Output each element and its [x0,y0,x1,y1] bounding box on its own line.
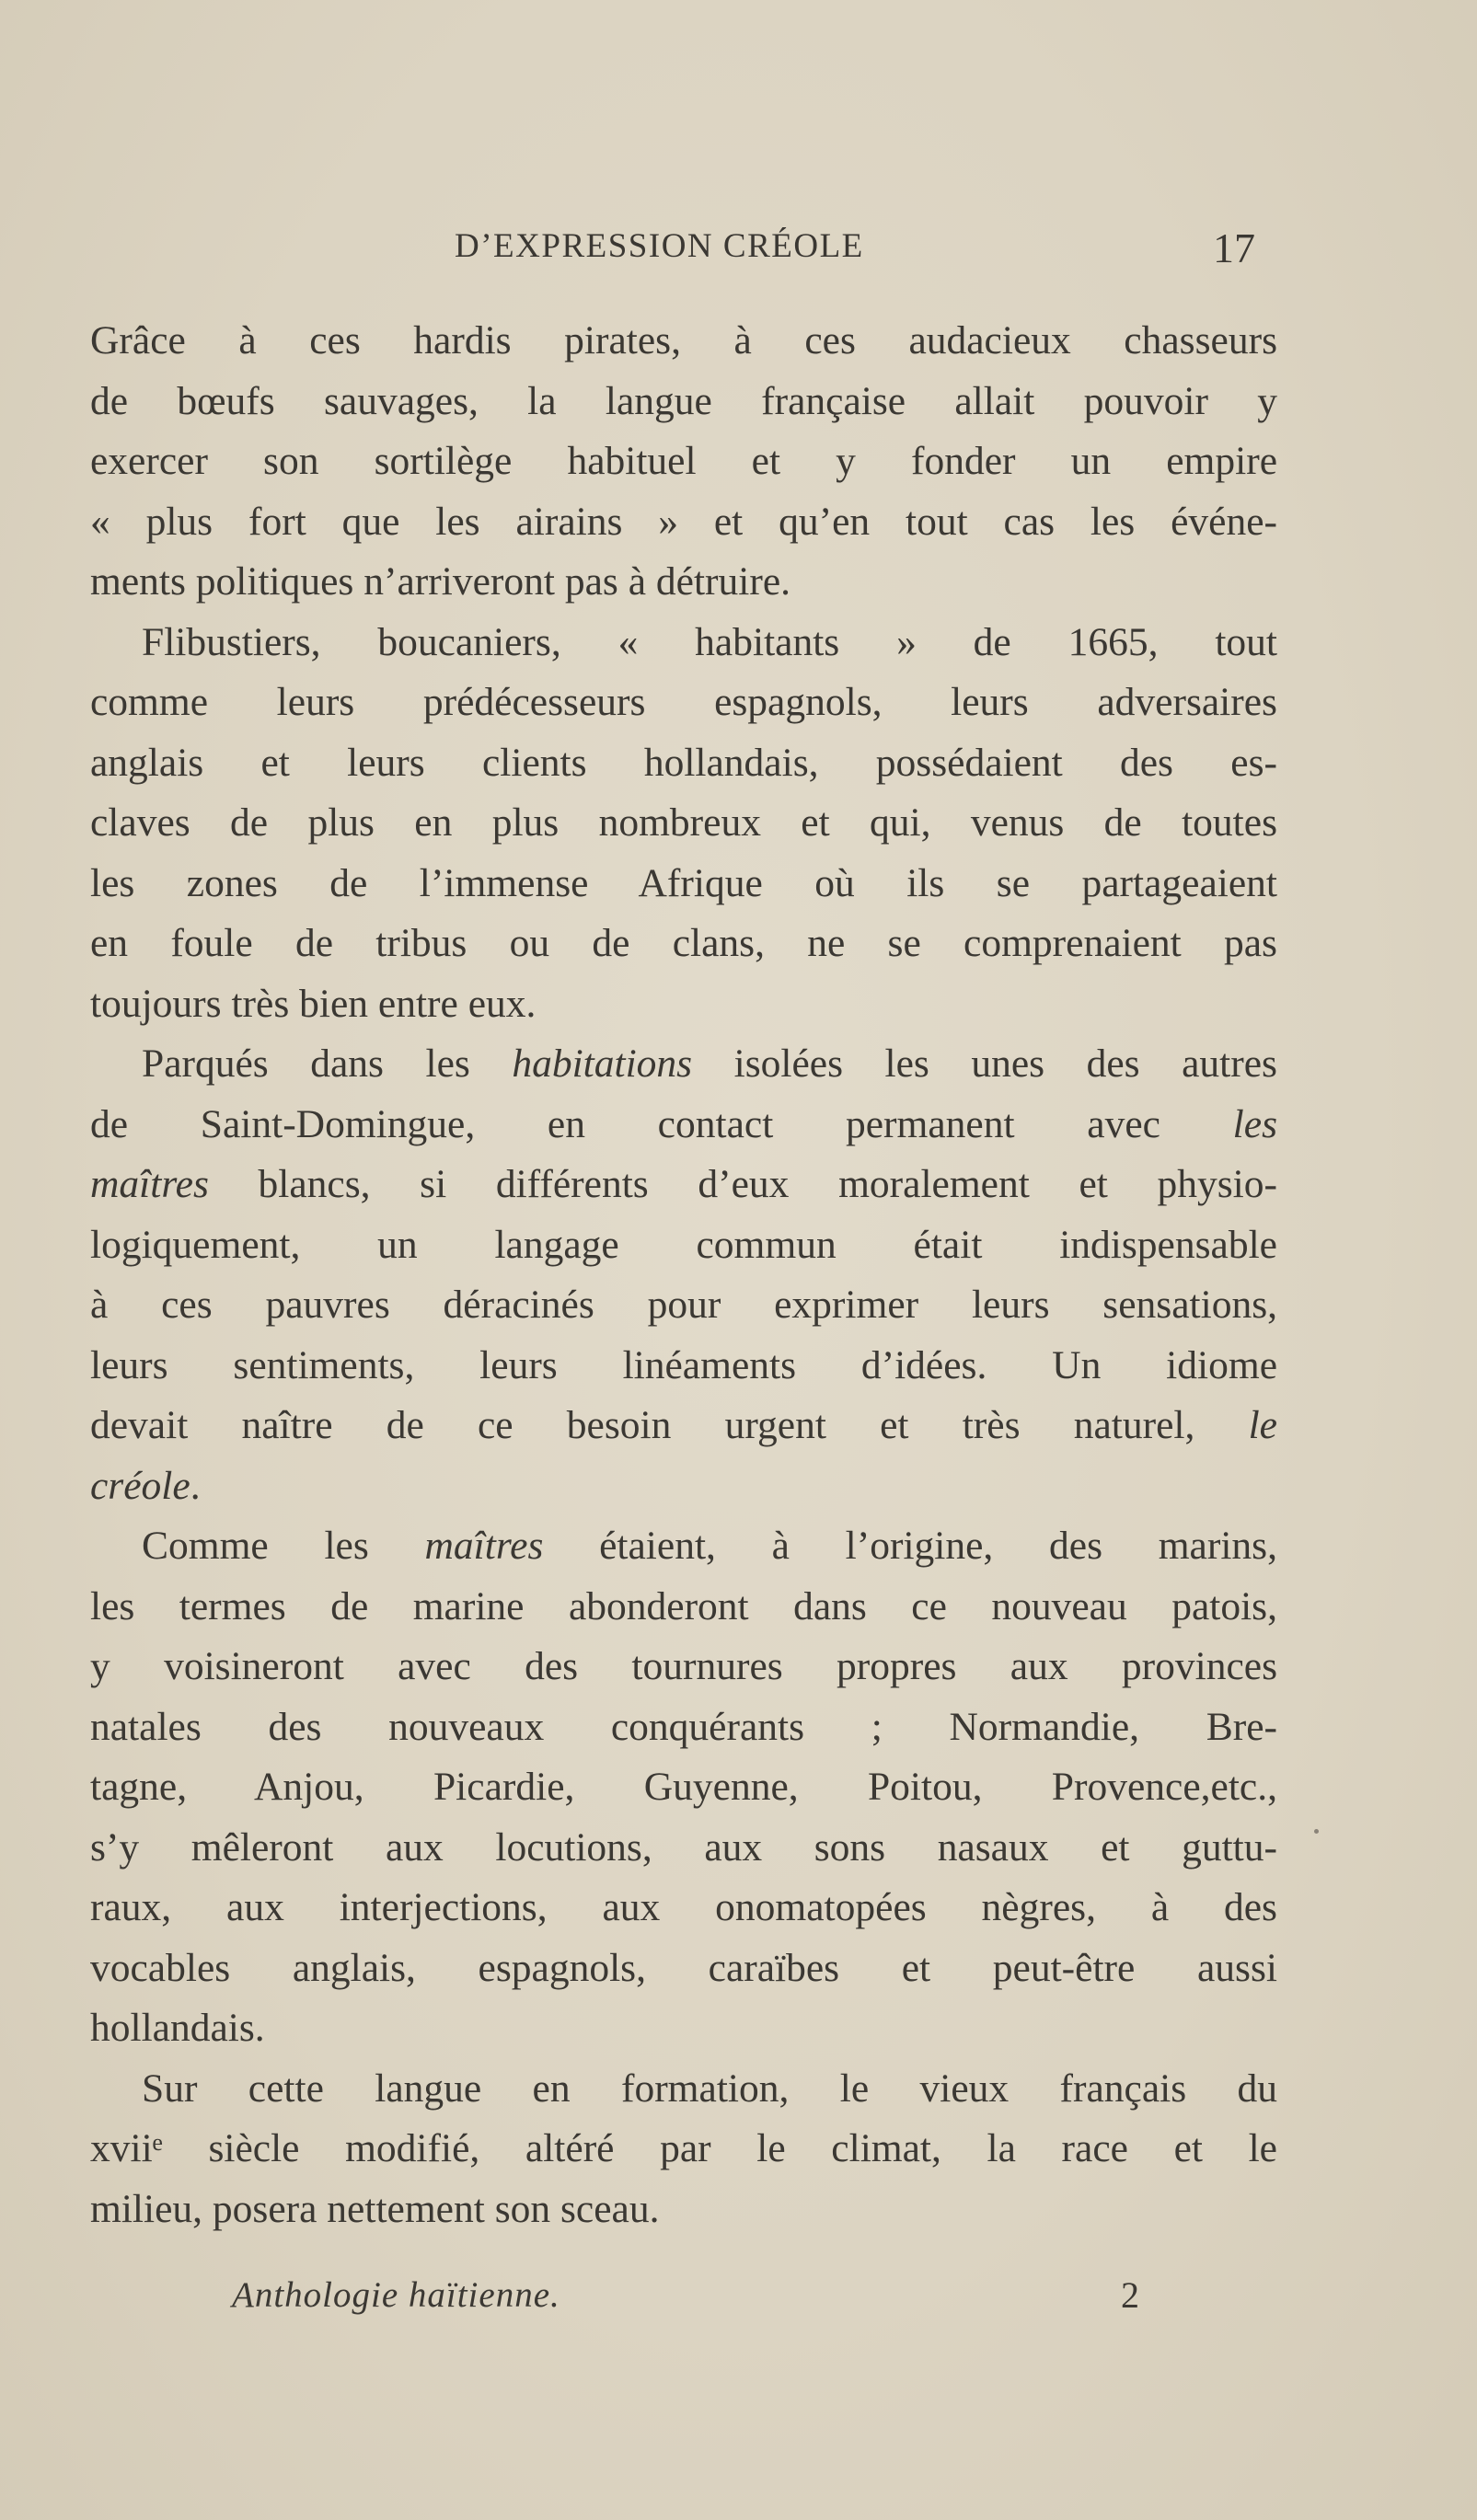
line-text: s’y mêleront aux locutions, aux sons nasaux et guttu- [90,1824,1277,1870]
line-text: milieu, posera nettement son sceau. [90,2186,660,2231]
text-line [90,2180,1277,2240]
line-text: raux, aux interjections, aux onomatopées nègres, à des [90,1885,1277,1929]
line-text: natales des nouveaux conquérants ; Normandie, Bre- [90,1704,1277,1749]
text-line [90,1456,1277,1517]
line-text: leurs sentiments, leurs linéaments d’idées. Un idiome [90,1342,1277,1387]
line-text: les termes de marine abonderont dans ce nouveau patois, [90,1583,1277,1628]
line-text: Sur cette langue en formation, le vieux français du [142,2065,1277,2111]
text-line [90,1998,1277,2059]
line-text: hollandais. [90,2006,265,2050]
line-text: vocables anglais, espagnols, caraïbes et peut-être aussi [90,1945,1277,1990]
text-line [90,673,1277,733]
line-text: xviiᵉ siècle modifié, altéré par le climat, la race et le [90,2126,1277,2170]
line-text: ments politiques n’arriveront pas à détruire. [90,559,791,604]
text-line [90,1637,1277,1697]
line-text: en foule de tribus ou de clans, ne se comprenaient pas [90,921,1277,965]
running-title: D’EXPRESSION CRÉOLE [455,227,864,265]
line-italic-text: habitations [512,1041,693,1086]
text-line [90,1516,1277,1577]
line-text: devait naître de ce besoin urgent et très naturel, [90,1403,1249,1447]
text-line [90,432,1277,492]
body-text [90,311,1277,2239]
text-line [90,552,1277,613]
line-text: logiquement, un langage commun était indispensable [90,1222,1277,1267]
line-text: à ces pauvres déracinés pour exprimer leurs sensations, [90,1283,1277,1327]
line-italic-text: créole [90,1463,190,1508]
text-line [90,1095,1277,1156]
page-number: 17 [1213,224,1255,271]
line-text-after: . [190,1463,201,1508]
line-text: les zones de l’immense Afrique où ils se partageaient [90,860,1277,905]
signature-mark: Anthologie haïtienne. [232,2275,560,2315]
line-text: Comme les [142,1524,425,1568]
line-text: comme leurs prédécesseurs espagnols, leurs adversaires [90,680,1277,724]
text-line [90,1878,1277,1939]
line-text-after: isolées les unes des autres [692,1041,1277,1086]
text-line [90,854,1277,915]
text-line [90,1757,1277,1818]
line-text: Parqués dans les [142,1041,513,1086]
text-line [90,1818,1277,1879]
line-text-after: blancs, si différents d’eux moralement et physio- [208,1162,1277,1206]
text-line [90,974,1277,1035]
text-line [90,372,1277,432]
line-text: toujours très bien entre eux. [90,981,537,1026]
line-text: de Saint-Domingue, en contact permanent avec [90,1101,1233,1146]
line-text: anglais et leurs clients hollandais, possédaient des es- [90,740,1277,785]
running-head [0,219,1477,274]
text-line [90,2059,1277,2120]
text-line [90,492,1277,553]
text-line [90,2119,1277,2180]
text-line [90,1034,1277,1095]
line-text: « plus fort que les airains » et qu’en tout cas les événe- [90,499,1277,544]
line-text-after: étaient, à l’origine, des marins, [543,1524,1277,1568]
text-line [90,1336,1277,1397]
signature-number: 2 [1121,2274,1139,2316]
text-line [90,733,1277,794]
footer [0,2268,1477,2323]
text-line [90,793,1277,854]
line-italic-text: maîtres [424,1524,544,1568]
text-line [90,613,1277,673]
text-line [90,1275,1277,1336]
text-line [90,311,1277,372]
text-line [90,1396,1277,1456]
line-text: de bœufs sauvages, la langue française allait pouvoir y [90,378,1277,423]
text-line [90,914,1277,974]
line-italic-text: les [1232,1101,1277,1146]
line-italic-text: le [1248,1403,1277,1447]
line-text: y voisineront avec des tournures propres aux provinces [90,1644,1277,1688]
line-text: claves de plus en plus nombreux et qui, venus de toutes [90,800,1277,845]
text-line [90,1215,1277,1276]
text-line [90,1939,1277,1999]
text-line [90,1697,1277,1758]
text-line [90,1155,1277,1215]
text-line [90,1577,1277,1638]
line-italic-text: maîtres [90,1162,209,1206]
paper-speck [1314,1829,1319,1834]
line-text: Flibustiers, boucaniers, « habitants » de 1665, tout [142,619,1277,664]
line-text: Grâce à ces hardis pirates, à ces audacieux chasseurs [90,318,1277,362]
line-text: tagne, Anjou, Picardie, Guyenne, Poitou, Provence,etc., [90,1765,1277,1809]
line-text: exercer son sortilège habituel et y fonder un empire [90,439,1277,483]
